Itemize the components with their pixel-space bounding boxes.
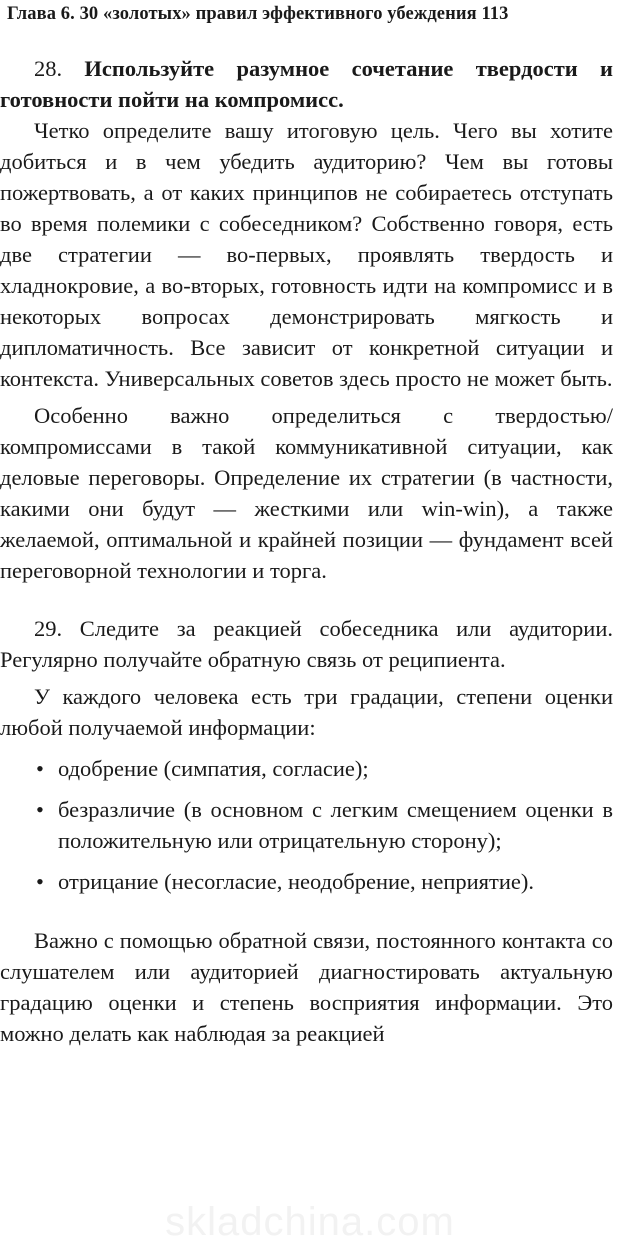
bullet-icon: •	[36, 756, 44, 781]
grades-list	[0, 753, 620, 897]
section-28-paragraph: Особенно важно определиться с твердостью/компромиссами в такой коммуникативной ситуации, как деловые переговоры. Определение их стратегии (в частности, какими они будут — жесткими или win-win), а также желаемой, оптимальной и крайней позиции — фундамент всей переговорной технологии и торга.	[0, 403, 613, 583]
watermark: skladchina.com	[165, 1200, 455, 1244]
list-item-text: безразличие (в основном с легким смещением оценки в положительную или отрицательную сторону);	[58, 797, 613, 853]
section-29-title: Следите за реакцией собеседника или аудитории. Регулярно получайте обратную связь от реципиента.	[0, 616, 614, 672]
bullet-icon: •	[36, 797, 44, 822]
section-28-number: 28.	[34, 56, 63, 81]
section-28-paragraph: Четко определите вашу итоговую цель. Чего вы хотите добиться и в чем убедить аудиторию? Чем вы готовы пожертвовать, а от каких принципов не собираетесь отступать во время полемики с собеседником? Собственно говоря, есть две стратегии — во-первых, проявлять твердость и хладнокровие, а во-вторых, готовность идти на компромисс и в некоторых вопросах демонстрировать мягкость и дипломатичность. Все зависит от конкретной ситуации и контекста. Универсальных советов здесь просто не может быть.	[0, 118, 613, 391]
section-29-number: 29.	[34, 616, 63, 641]
section-28-heading	[0, 53, 613, 115]
list-item	[0, 794, 620, 856]
section-29-intro: У каждого человека есть три градации, степени оценки любой получаемой информации:	[0, 684, 613, 740]
section-29-closing: Важно с помощью обратной связи, постоянного контакта со слушателем или аудиторией диагностировать актуальную градацию оценки и степень восприятия информации. Это можно делать как наблюдая за реакцией	[0, 928, 613, 1046]
list-item-text: одобрение (симпатия, согласие);	[58, 756, 369, 781]
bullet-icon: •	[36, 869, 44, 894]
section-29-heading	[0, 613, 613, 675]
running-header: Глава 6. 30 «золотых» правил эффективного убеждения 113	[7, 4, 509, 24]
list-item	[0, 866, 620, 897]
section-28-title: Используйте разумное сочетание твердости и готовности пойти на компромисс.	[0, 56, 613, 112]
page-content	[0, 53, 620, 1049]
list-item-text: отрицание (несогласие, неодобрение, неприятие).	[58, 869, 534, 894]
list-item	[0, 753, 620, 784]
